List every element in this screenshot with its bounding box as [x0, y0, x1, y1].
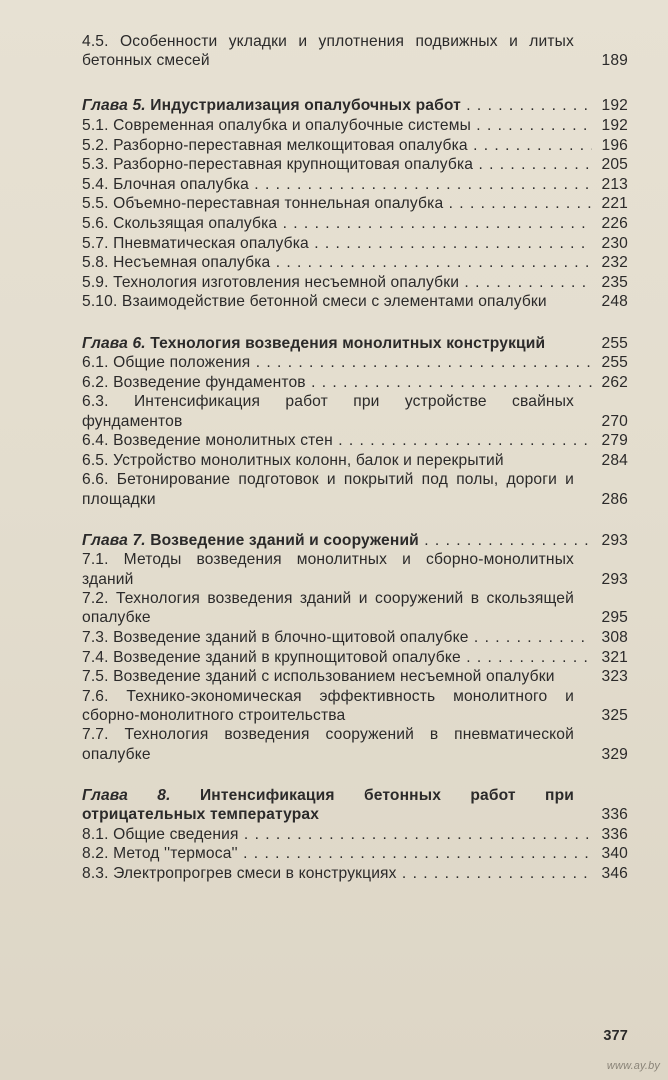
entry-page-number: 323 — [601, 668, 628, 686]
entry-page-number: 270 — [601, 412, 628, 430]
toc-entry — [82, 214, 628, 233]
toc-group — [82, 32, 628, 70]
entry-page-number: 325 — [601, 706, 628, 724]
entry-title: 8.2. Метод ''термоса'' . . . — [82, 844, 592, 863]
entry-page-number: 321 — [601, 648, 628, 666]
entry-page-number: 221 — [601, 195, 628, 213]
toc-entry — [82, 194, 628, 213]
entry-title: 6.3. Интенсификация работ при устройстве свайных фундаментов — [82, 393, 574, 430]
entry-title: 6.6. Бетонирование подготовок и покрытий под полы, дороги и площадки — [82, 471, 574, 508]
chapter-name: Возведение зданий и сооружений — [150, 531, 419, 549]
entry-title: 6.1. Общие положения . . . — [82, 353, 592, 372]
toc-entry — [82, 628, 628, 647]
toc-entry — [82, 253, 628, 272]
chapter-title — [82, 334, 592, 353]
entry-title: 7.2. Технология возведения зданий и сооружений в скользящей опалубке — [82, 590, 574, 627]
chapter-label: Глава 8. — [82, 786, 171, 804]
watermark: www.ay.by — [606, 1059, 660, 1072]
entry-title: 8.1. Общие сведения . . . — [82, 825, 592, 844]
entry-page-number: 226 — [601, 214, 628, 232]
entry-page-number: 196 — [601, 136, 628, 154]
entry-page-number: 262 — [601, 373, 628, 391]
toc-entry — [82, 234, 628, 253]
toc-entry — [82, 667, 628, 686]
entry-title: 7.4. Возведение зданий в крупнощитовой опалубке . . . — [82, 648, 592, 667]
chapter-name: Интенсификация бетонных работ при отрицательных температурах — [82, 786, 574, 824]
entry-page-number: 255 — [601, 354, 628, 372]
chapter-heading — [82, 334, 628, 353]
toc-entry — [82, 844, 628, 863]
toc-entry — [82, 392, 628, 430]
toc-entry — [82, 353, 628, 372]
chapter-heading — [82, 96, 628, 115]
chapter-heading — [82, 531, 628, 550]
toc-entry — [82, 648, 628, 667]
toc-group — [82, 531, 628, 764]
chapter-page-number: 336 — [601, 806, 628, 824]
toc-entry — [82, 292, 628, 311]
entry-title: 5.5. Объемно-переставная тоннельная опалубка . . . — [82, 194, 592, 213]
toc-entry — [82, 825, 628, 844]
entry-title: 5.3. Разборно-переставная крупнощитовая опалубка . . . — [82, 155, 592, 174]
entry-page-number: 308 — [601, 628, 628, 646]
entry-page-number: 295 — [601, 609, 628, 627]
toc-entry — [82, 589, 628, 627]
toc-group — [82, 786, 628, 883]
entry-title: 7.1. Методы возведения монолитных и сборно-монолитных зданий — [82, 551, 574, 588]
chapter-label: Глава 7. — [82, 531, 146, 549]
toc-group — [82, 96, 628, 311]
toc-entry — [82, 725, 628, 763]
entry-page-number: 230 — [601, 234, 628, 252]
entry-page-number: 336 — [601, 825, 628, 843]
entry-page-number: 293 — [601, 570, 628, 588]
entry-page-number: 329 — [601, 745, 628, 763]
chapter-page-number: 192 — [601, 97, 628, 115]
entry-title: 5.2. Разборно-переставная мелкощитовая опалубка . . . — [82, 136, 592, 155]
entry-page-number: 192 — [601, 117, 628, 134]
entry-title: 6.5. Устройство монолитных колонн, балок и перекрытий — [82, 451, 504, 469]
entry-title: 5.9. Технология изготовления несъемной опалубки . . . — [82, 273, 592, 292]
entry-title: 8.3. Электропрогрев смеси в конструкциях . . . — [82, 864, 592, 883]
entry-page-number: 340 — [601, 845, 628, 863]
entry-page-number: 286 — [601, 490, 628, 508]
entry-title: 5.4. Блочная опалубка . . . — [82, 175, 592, 194]
entry-title: 5.1. Современная опалубка и опалубочные системы . . . — [82, 116, 592, 135]
chapter-page-number: 293 — [601, 531, 628, 549]
toc-entry — [82, 451, 628, 470]
table-of-contents — [82, 32, 628, 883]
entry-page-number: 284 — [601, 451, 628, 469]
chapter-title — [82, 786, 592, 824]
entry-title: 5.10. Взаимодействие бетонной смеси с элементами опалубки — [82, 293, 547, 311]
entry-title: 5.6. Скользящая опалубка . . . — [82, 214, 592, 233]
entry-page-number: 205 — [601, 156, 628, 174]
entry-title: 7.3. Возведение зданий в блочно-щитовой опалубке . . . — [82, 628, 592, 647]
entry-page-number: 248 — [601, 293, 628, 311]
entry-page-number: 232 — [601, 254, 628, 272]
toc-entry — [82, 116, 628, 135]
chapter-heading — [82, 786, 628, 824]
toc-entry — [82, 32, 628, 70]
toc-entry — [82, 373, 628, 392]
chapter-label: Глава 5. — [82, 97, 146, 115]
chapter-title — [82, 531, 592, 550]
entry-title: 4.5. Особенности укладки и уплотнения подвижных и литых бетонных смесей — [82, 33, 574, 70]
entry-page-number: 346 — [601, 864, 628, 882]
toc-entry — [82, 273, 628, 292]
chapter-name: Индустриализация опалубочных работ — [150, 97, 461, 115]
toc-group — [82, 334, 628, 509]
entry-title: 5.8. Несъемная опалубка . . . — [82, 253, 592, 272]
toc-entry — [82, 175, 628, 194]
entry-title: 7.6. Технико-экономическая эффективность монолитного и сборно-монолитного строительства — [82, 687, 574, 724]
entry-page-number: 235 — [601, 273, 628, 291]
toc-entry — [82, 864, 628, 883]
entry-title: 7.5. Возведение зданий с использованием несъемной опалубки — [82, 668, 555, 686]
entry-page-number: 279 — [601, 432, 628, 450]
toc-entry — [82, 550, 628, 588]
toc-entry — [82, 687, 628, 725]
page-number: 377 — [603, 1028, 628, 1044]
entry-title: 6.2. Возведение фундаментов . . . — [82, 373, 592, 392]
chapter-name: Технология возведения монолитных конструкций — [150, 334, 546, 352]
entry-title: 7.7. Технология возведения сооружений в пневматической опалубке — [82, 726, 574, 763]
entry-title: 5.7. Пневматическая опалубка . . . — [82, 234, 592, 253]
toc-entry — [82, 136, 628, 155]
toc-entry — [82, 470, 628, 508]
toc-entry — [82, 155, 628, 174]
toc-entry — [82, 431, 628, 450]
entry-title: 6.4. Возведение монолитных стен . . . — [82, 431, 592, 450]
chapter-title — [82, 96, 592, 115]
entry-page-number: 213 — [601, 175, 628, 193]
chapter-label: Глава 6. — [82, 334, 146, 352]
chapter-page-number: 255 — [601, 334, 628, 352]
entry-page-number: 189 — [601, 52, 628, 70]
